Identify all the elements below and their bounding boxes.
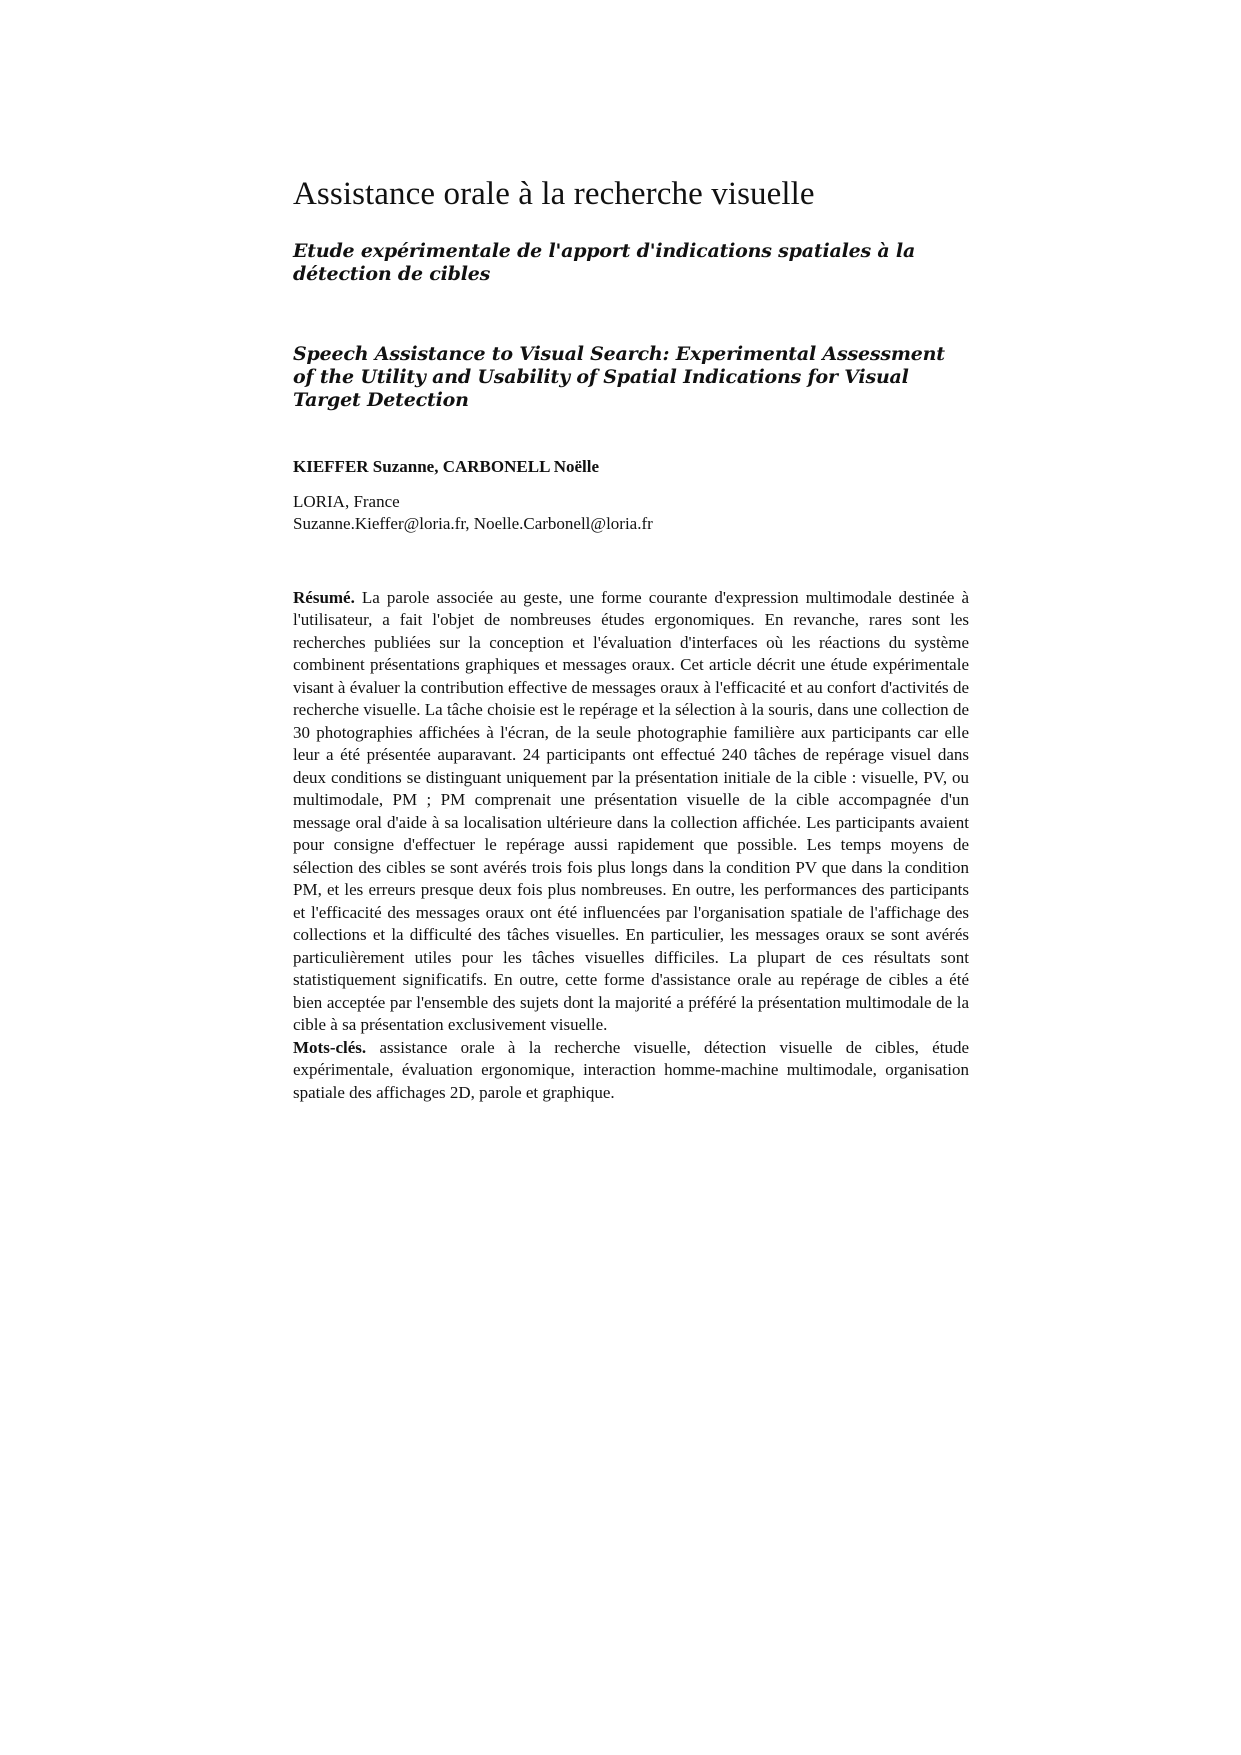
abstract-label: Résumé.: [293, 587, 355, 607]
paper-page: [293, 176, 969, 1104]
french-subtitle: Etude expérimentale de l'apport d'indications spatiales à la détection de cibles: [293, 239, 916, 285]
affiliation-block: [293, 491, 969, 535]
keywords-paragraph: [293, 1037, 969, 1105]
english-title: Speech Assistance to Visual Search: Experimental Assessment of the Utility and Usability of Spatial Indications for Visual Target Detection: [293, 342, 945, 411]
keywords-text: assistance orale à la recherche visuelle, détection visuelle de cibles, étude expérimentale, évaluation ergonomique, interaction homme-machine multimodale, organisation spatiale des affichages 2D, parole et graphique.: [293, 1037, 969, 1102]
author-list: KIEFFER Suzanne, CARBONELL Noëlle: [293, 456, 600, 476]
abstract-paragraph: [293, 587, 969, 1037]
author-emails: Suzanne.Kieffer@loria.fr, Noelle.Carbonell@loria.fr: [293, 513, 653, 533]
abstract-block: [293, 587, 969, 1105]
keywords-label: Mots-clés.: [293, 1037, 367, 1057]
affiliation: LORIA, France: [293, 491, 400, 511]
paper-title: Assistance orale à la recherche visuelle: [293, 176, 815, 212]
abstract-text: La parole associée au geste, une forme courante d'expression multimodale destinée à l'utilisateur, a fait l'objet de nombreuses études ergonomiques. En revanche, rares sont les recherches publiées sur la conception et l'évaluation d'interfaces où les réactions du système combinent présentations graphiques et messages oraux. Cet article décrit une étude expérimentale visant à évaluer la contribution effective de messages oraux à l'efficacité et au confort d'activités de recherche visuelle. La tâche choisie est le repérage et la sélection à la souris, dans une collection de 30 photographies affichées à l'écran, de la seule photographie familière aux participants car elle leur a été présentée auparavant. 24 participants ont effectué 240 tâches de repérage visuel dans deux conditions se distinguant uniquement par la présentation initiale de la cible : visuelle, PV, ou multimodale, PM ; PM comprenait une présentation visuelle de la cible accompagnée d'un message oral d'aide à sa localisation ultérieure dans la collection affichée. Les participants avaient pour consigne d'effectuer le repérage aussi rapidement que possible. Les temps moyens de sélection des cibles se sont avérés trois fois plus longs dans la condition PV que dans la condition PM, et les erreurs presque deux fois plus nombreuses. En outre, les performances des participants et l'efficacité des messages oraux ont été influencées par l'organisation spatiale de l'affichage des collections et la difficulté des tâches visuelles. En particulier, les messages oraux se sont avérés particulièrement utiles pour les tâches visuelles difficiles. La plupart de ces résultats sont statistiquement significatifs. En outre, cette forme d'assistance orale au repérage de cibles a été bien acceptée par l'ensemble des sujets dont la majorité a préféré la présentation multimodale de la cible à sa présentation exclusivement visuelle.: [293, 587, 969, 1035]
